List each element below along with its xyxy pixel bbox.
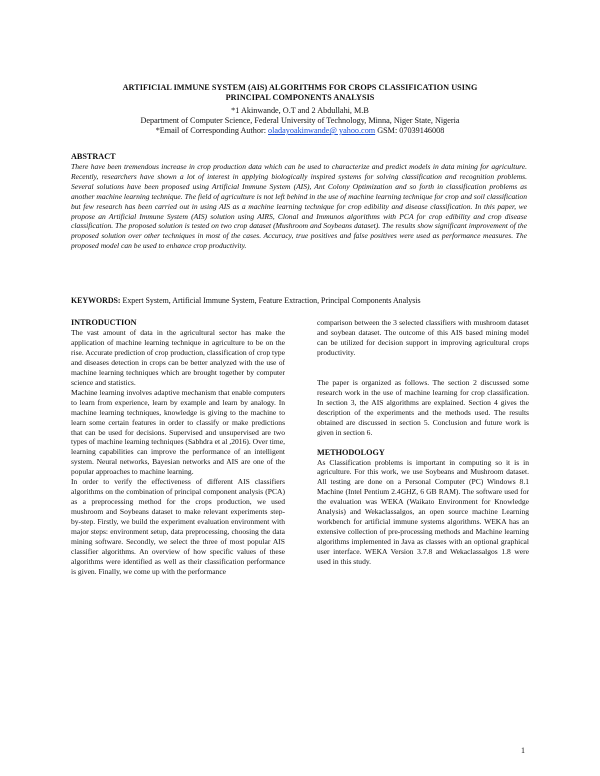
- methodology-heading: METHODOLOGY: [317, 447, 385, 457]
- email-link[interactable]: oladayoakinwande@ yahoo.com: [268, 126, 376, 135]
- intro-paragraph-3: In order to verify the effectiveness of different AIS classifiers algorithms on the combination of principal component analysis (PCA) as a preprocessing method for the crops production, we used mushroom and Soybeans dataset to make relevant experiments step-by-step. Firstly, we build the experiment evaluation environment with major steps: environment setup, data preprocessing, choosing the data mining software. Secondly, we select the three of most popular AIS classifier algorithms. An overview of how specific values of these algorithms were identified as well as their classification performance is given. Finally, we come up with the performance: [71, 477, 285, 576]
- keywords-label: KEYWORDS:: [71, 296, 121, 305]
- authors-line: *1 Akinwande, O.T and 2 Abdullahi, M.B: [231, 106, 369, 115]
- right-column: [317, 318, 529, 567]
- intro-paragraph-4: comparison between the 3 selected classifiers with mushroom dataset and soybean dataset. The outcome of this AIS based mining model can be utilized for decision support in improving agricultural crops productivity.: [317, 318, 529, 357]
- gsm-text: GSM: 07039146008: [375, 126, 445, 135]
- intro-paragraph-2: Machine learning involves adaptive mechanism that enable computers to learn from experience, learn by example and learn by analogy. In machine learning techniques, knowledge is giving to the machine to learn some certain features in order to classify or make predictions that can be used for decisions. Supervised and unsupervised are two types of machine learning techniques (Sabhdra et al ,2016). Over time, learning capabilities can improve the performance of an intelligent system. Neural networks, Bayesian networks and AIS are one of the popular approaches to machine learning.: [71, 387, 285, 477]
- intro-paragraph-1: The vast amount of data in the agricultural sector has make the application of machine learning technique in agriculture to be on the rise. Accurate prediction of crop production, classification of crop type and diseases detection in crops can be better analyzed with the use of machine learning techniques which are brought together by computer science and statistics.: [71, 328, 285, 387]
- abstract-text: There have been tremendous increase in crop production data which can be used to characterize and predict models in data mining for agriculture. Recently, researchers have shown a lot of interest in applying biologically inspired systems for solving classification and recognition problems. Several solutions have been proposed using Artificial Immune System (AIS), Ant Colony Optimization and so forth in classification problems as another machine learning technique. The field of agriculture is not left behind in the use of machine learning technique for crop and soil classification but few research has been carried out in using AIS as a machine learning technique for crop edibility and disease classification. In this paper, we propose an Artificial Immune System (AIS) solution using AIRS, Clonal and Immunos algorithms with PCA for crop edibility and crop disease classification. The proposed solution is tested on two crop dataset (Mushroom and Soybeans dataset). The results show significant improvement of the proposed solution over other techniques in most of the cases. Accuracy, true positives and false positives were used as performance measures. The proposed model can be used to enhance crop productivity.: [71, 162, 527, 251]
- intro-paragraph-5: The paper is organized as follows. The section 2 discussed some research work in the use of machine learning for crop classification. In section 3, the AIS algorithms are explained. Section 4 gives the description of the experiments and the methods used. The results obtained are discussed in section 5. Conclusion and future work is given in section 6.: [317, 377, 529, 437]
- keywords-text: Expert System, Artificial Immune System, Feature Extraction, Principal Components Analysis: [120, 296, 421, 305]
- paragraph-spacer: [317, 358, 529, 378]
- email-prefix: *Email of Corresponding Author:: [155, 126, 269, 135]
- page-number: 1: [521, 746, 525, 755]
- left-column: [71, 318, 285, 577]
- affiliation-line: Department of Computer Science, Federal University of Technology, Minna, Niger State, Nigeria: [140, 116, 460, 125]
- keywords-line: [71, 296, 531, 306]
- title-line-2: PRINCIPAL COMPONENTS ANALYSIS: [225, 93, 375, 102]
- title-line-1: ARTIFICIAL IMMUNE SYSTEM (AIS) ALGORITHMS FOR CROPS CLASSIFICATION USING: [122, 83, 478, 92]
- corresponding-author-line: [60, 126, 540, 136]
- paper-title: [60, 83, 540, 103]
- abstract-heading: ABSTRACT: [71, 152, 116, 161]
- methodology-paragraph-1: As Classification problems is important in computing so it is in agriculture. For this work, we use Soybeans and Mushroom dataset. All testing are done on a Personal Computer (PC) Windows 8.1 Machine (Intel Pentium 2.4GHZ, 6 GB RAM). The software used for the evaluation was WEKA (Waikato Environment for Knowledge Analysis) and Wekaclassalgos, an open source machine Learning workbench for artificial immune systems algorithms. WEKA has an extensive collection of pre-processing methods and Machine learning algorithms implemented in Java as classes with an optional graphical user interface. WEKA Version 3.7.8 and Wekaclassalgos 1.8 were used in this study.: [317, 457, 529, 567]
- section-spacer: [317, 438, 529, 448]
- introduction-heading: INTRODUCTION: [71, 318, 137, 327]
